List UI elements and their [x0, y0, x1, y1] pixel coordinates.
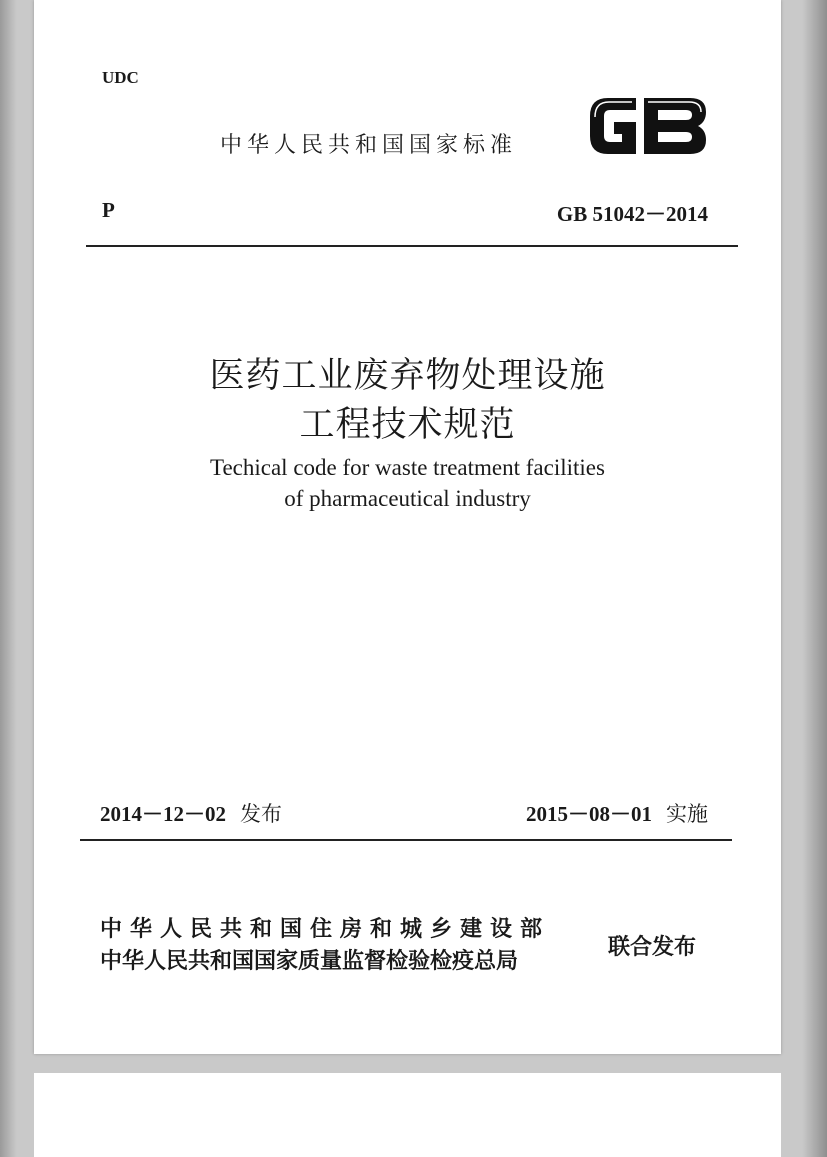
standard-number: GB 51042－2014 — [556, 202, 708, 226]
gb-logo — [586, 92, 710, 160]
udc-label: UDC — [102, 68, 139, 87]
top-divider — [86, 245, 738, 247]
title-chinese-line-1: 医药工业废弃物处理设施 — [209, 356, 606, 396]
gb-logo-text: GB — [586, 92, 588, 93]
national-standard-heading: 中华人民共和国国家标准 — [220, 133, 518, 158]
implementation-date: 2015－08－01 — [526, 802, 652, 826]
issue-label: 发布 — [240, 802, 282, 826]
cover-page — [34, 0, 781, 1054]
implementation-date-block — [526, 798, 708, 828]
issue-date-block — [100, 798, 282, 828]
category-code: P — [102, 198, 115, 222]
joint-issue-label: 联合发布 — [608, 935, 697, 960]
next-page — [34, 1073, 781, 1157]
publisher-aqsiq: 中华人民共和国国家质量监督检验检疫总局 — [100, 949, 519, 974]
title-english-line-2: of pharmaceutical industry — [284, 486, 531, 511]
title-chinese-line-2: 工程技术规范 — [299, 405, 516, 445]
implementation-label: 实施 — [666, 802, 708, 826]
title-english-line-1: Techical code for waste treatment facilities — [210, 455, 605, 480]
issue-date: 2014－12－02 — [100, 802, 226, 826]
publisher-ministry: 中华人民共和国住房和城乡建设部 — [100, 917, 551, 942]
bottom-divider — [80, 839, 732, 841]
